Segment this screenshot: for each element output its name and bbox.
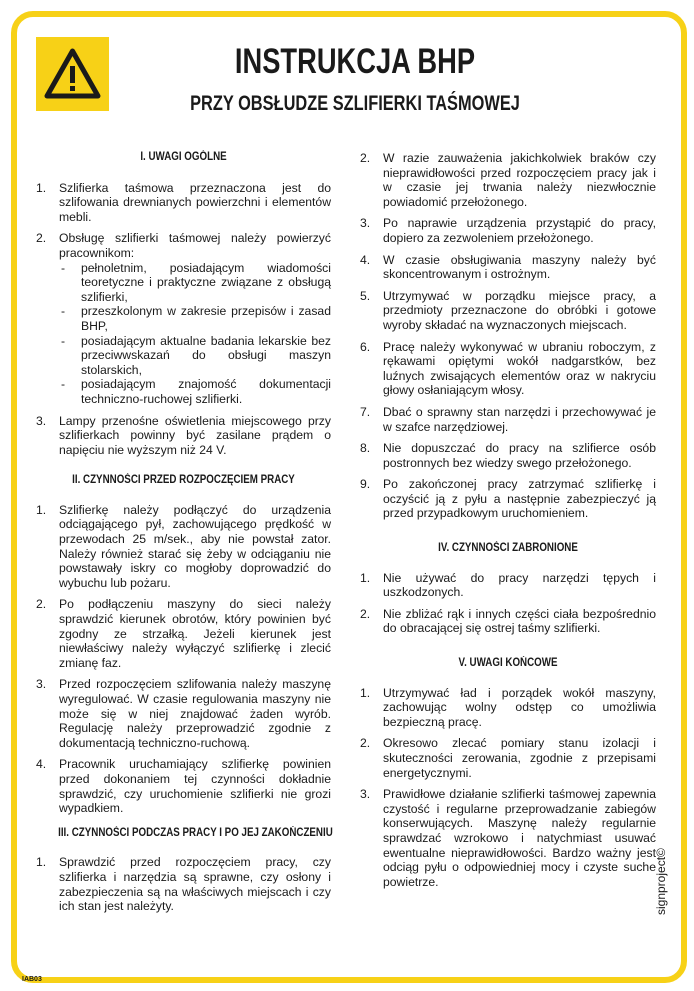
list-item: 2. Nie zbliżać rąk i innych części ciała bezpośrednio do obracającej się ostrej taśmy szlifierki. xyxy=(360,606,656,636)
list-item: 8. Nie dopuszczać do pracy na szlifierce osób postronnych bez wiedzy swego przełożonego. xyxy=(360,441,656,470)
left-column xyxy=(36,150,331,914)
list-item: 2. Obsługę szlifierki taśmowej należy powierzyć pracownikom: - pełnoletnim, posiadającym wiadomości teoretyczne i praktyczne związane z obsługą szlifierki, - przeszkolonym w zakresie przepisów i zasad BHP, - posiadającym aktualne badania lekarskie bez przeciwwskazań do obsługi maszyn stolarskich, - posiadającym znajomość dokumentacji techniczno-ruchowej szlifierki. xyxy=(36,231,331,406)
list-item: 2. W razie zauważenia jakichkolwiek braków czy nieprawidłowości przed rozpoczęciem pracy jak i w czasie jej trwania należy niezwłocznie powiadomić przełożonego. xyxy=(360,151,656,209)
section-2-list xyxy=(36,503,331,816)
list-item: 3. Prawidłowe działanie szlifierki taśmowej zapewnia czystość i regularne przeprowadzanie zabiegów konserwujących. Maszynę należy regularnie sprawdzać wzrokowo i natychmiast usuwać ewentualne nieprawidłowości. Bardzo ważny jest odciąg pyłu o odpowiedniej mocy i czyste suche powietrze. xyxy=(360,787,656,889)
list-item: 9. Po zakończonej pracy zatrzymać szlifierkę i oczyścić ją z pyłu a następnie zabezpieczyć ją przed przypadkowym uruchomieniem. xyxy=(360,477,656,521)
right-column xyxy=(360,151,656,889)
list-item: 1. Szlifierka taśmowa przeznaczona jest do szlifowania drewnianych powierzchni i elementów mebli. xyxy=(36,180,331,224)
sub-list-item: - posiadającym znajomość dokumentacji techniczno-ruchowej szlifierki. xyxy=(59,377,331,406)
list-item: 2. Po podłączeniu maszyny do sieci należy sprawdzić kierunek obrotów, który powinien być zgodny ze strzałką. Jeżeli kierunek jest niewłaściwy należy wyłączyć szlifierkę i zlecić zmianę faz. xyxy=(36,597,331,670)
list-item: 6. Pracę należy wykonywać w ubraniu roboczym, z rękawami opiętymi wokół nadgarstków, bez luźnych zwisających elementów oraz w nakryciu głowy osłaniającym włosy. xyxy=(360,339,656,398)
list-item: 2. Okresowo zlecać pomiary stanu izolacji i skuteczności zerowania, zgodnie z przepisami energetycznymi. xyxy=(360,736,656,780)
page-title: INSTRUKCJA BHP xyxy=(234,42,476,81)
list-item: 1. Sprawdzić przed rozpoczęciem pracy, czy szlifierka i narzędzia są sprawne, czy osłony i zabezpieczenia są na właściwych miejscach i czy ich stan jest należyty. xyxy=(36,855,331,914)
list-item: 5. Utrzymywać w porządku miejsce pracy, a przedmioty przeznaczone do obróbki i gotowe wyroby składać na wyznaczonych miejscach. xyxy=(360,288,656,332)
section-heading: III. CZYNNOŚCI PODCZAS PRACY I PO JEJ ZAKOŃCZENIU xyxy=(58,826,333,839)
section-3-list xyxy=(36,855,331,913)
list-item: 4. W czasie obsługiwania maszyny należy być skoncentrowanym i ostrożnym. xyxy=(360,252,656,282)
warning-triangle-icon xyxy=(36,37,109,111)
section-heading: V. UWAGI KOŃCOWE xyxy=(458,657,558,670)
section-heading: IV. CZYNNOŚCI ZABRONIONE xyxy=(438,542,578,555)
list-item: 3. Lampy przenośne oświetlenia miejscowego przy szlifierkach powinny być zasilane prądem o napięciu nie wyższym niż 24 V. xyxy=(36,413,331,457)
page-subtitle: PRZY OBSŁUDZE SZLIFIERKI TAŚMOWEJ xyxy=(190,92,520,115)
list-item: 4. Pracownik uruchamiający szlifierkę powinien przed dokonaniem tej czynności dokładnie sprawdzić, czy uruchomienie szlifierki nie grozi wypadkiem. xyxy=(36,757,331,816)
sub-list-item: - przeszkolonym w zakresie przepisów i zasad BHP, xyxy=(59,304,331,333)
section-heading: I. UWAGI OGÓLNE xyxy=(140,151,227,163)
section-1-list xyxy=(36,181,331,458)
section-5-list xyxy=(360,686,656,890)
list-item: 3. Przed rozpoczęciem szlifowania należy maszynę wyregulować. W czasie regulowania maszyny nie może się w niej znajdować żaden wyrób. Regulację należy przeprowadzić zgodnie z dokumentacją techniczno-ruchową. xyxy=(36,677,331,750)
sub-list xyxy=(59,261,331,407)
section-heading: II. CZYNNOŚCI PRZED ROZPOCZĘCIEM PRACY xyxy=(72,474,295,487)
list-item: 3. Po naprawie urządzenia przystąpić do pracy, dopiero za zezwoleniem przełożonego. xyxy=(360,216,656,245)
list-item: 7. Dbać o sprawny stan narzędzi i przechowywać je w szafce narzędziowej. xyxy=(360,404,656,434)
sub-list-item: - pełnoletnim, posiadającym wiadomości teoretyczne i praktyczne związane z obsługą szlifierki, xyxy=(59,261,331,305)
product-code: IAB03 xyxy=(22,976,42,983)
section-4-list xyxy=(360,571,656,636)
brand-label: signproject© xyxy=(654,848,668,915)
list-item: 1. Nie używać do pracy narzędzi tępych i uszkodzonych. xyxy=(360,570,656,600)
list-item: 1. Utrzymywać ład i porządek wokół maszyny, zachowując wolny odstęp co umożliwia bezpieczną pracę. xyxy=(360,685,656,729)
section-3-list-continued xyxy=(360,151,656,521)
list-item: 1. Szlifierkę należy podłączyć do urządzenia odciągającego pył, zachowującego prędkość w przewodach 25 m/sek., aby nie powstał zator. Należy również starać się żeby w odciąganiu nie powstawały iskry co mogłoby doprowadzić do wybuchu lub pożaru. xyxy=(36,502,331,590)
sub-list-item: - posiadającym aktualne badania lekarskie bez przeciwwskazań do obsługi maszyn stolarskich, xyxy=(59,334,331,378)
